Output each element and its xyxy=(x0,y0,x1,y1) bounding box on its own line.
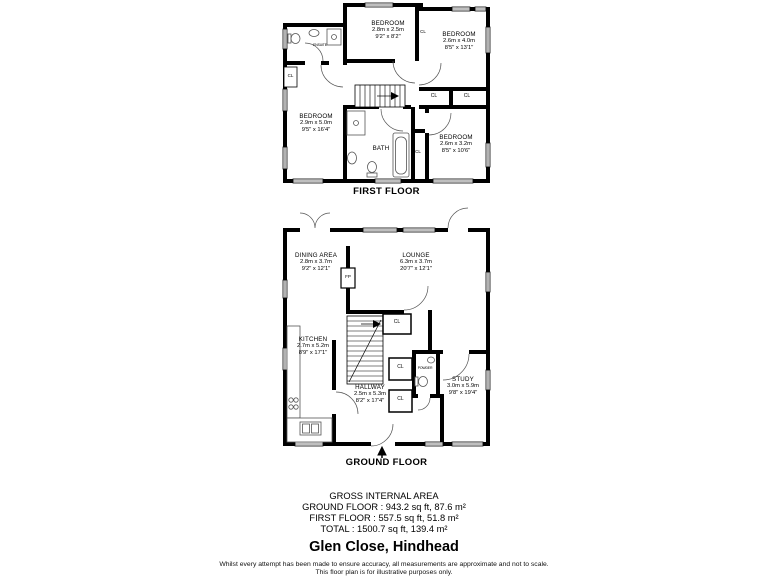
bath-sink-icon xyxy=(348,152,357,164)
room-size-imperial: 8'9" x 17'1" xyxy=(298,350,328,356)
closet-label: CL xyxy=(287,73,294,78)
powder-toilet-tank xyxy=(415,377,418,386)
room-size-metric: 2.6m x 4.0m xyxy=(443,38,475,44)
room-name: BEDROOM xyxy=(439,134,473,141)
room-size-imperial: 8'5" x 10'6" xyxy=(441,148,471,154)
room-size-imperial: 9'2" x 8'2" xyxy=(375,34,401,40)
room-name: BEDROOM xyxy=(299,113,333,120)
ensuite-sink-icon xyxy=(309,30,319,37)
room-label-bedroom-left xyxy=(286,113,346,134)
disclaimer-line-1: Whilst every attempt has been made to ensure accuracy, all measurements are approximate and not to scale. xyxy=(219,561,549,568)
ensuite-toilet-tank xyxy=(288,34,291,43)
room-name: BATH xyxy=(372,145,390,152)
first-floor-area: FIRST FLOOR : 557.5 sq ft, 51.8 m² xyxy=(309,513,459,523)
room-size-metric: 2.6m x 3.2m xyxy=(440,141,472,147)
room-size-imperial: 9'8" x 19'4" xyxy=(448,390,478,396)
closet-label: CL xyxy=(397,364,404,370)
summary-block xyxy=(0,491,768,577)
property-address: Glen Close, Hindhead xyxy=(309,539,459,555)
room-name: LOUNGE xyxy=(402,252,430,259)
hob-burner-icon xyxy=(294,405,298,409)
shower-head-icon xyxy=(332,35,337,40)
room-name: BEDROOM xyxy=(442,31,476,38)
shower-head-icon xyxy=(354,121,359,126)
powder-toilet-icon xyxy=(419,377,428,387)
room-label-bath xyxy=(359,145,403,152)
room-size-imperial: 8'2" x 17'4" xyxy=(355,398,385,404)
ground-floor-drawing xyxy=(283,208,490,458)
room-label-lounge xyxy=(386,252,446,273)
room-size-imperial: 20'7" x 12'1" xyxy=(400,266,432,272)
room-name: HALLWAY xyxy=(355,384,385,391)
closet-label: CL xyxy=(420,29,426,34)
room-label-powder: POWDER xyxy=(417,366,433,370)
room-size-metric: 3.0m x 5.9m xyxy=(447,383,479,389)
first-floor-title: FIRST FLOOR xyxy=(353,186,420,197)
room-size-metric: 2.8m x 2.5m xyxy=(372,27,404,33)
kitchen-sink-bowl xyxy=(312,424,319,433)
bath-toilet-tank xyxy=(367,173,377,177)
room-name: KITCHEN xyxy=(298,336,328,343)
room-size-metric: 2.7m x 5.2m xyxy=(297,343,329,349)
ground-floor-plan xyxy=(283,208,490,458)
room-name: STUDY xyxy=(452,376,474,383)
room-size-metric: 2.5m x 5.3m xyxy=(354,391,386,397)
hob-burner-icon xyxy=(289,398,293,402)
ground-floor-area: GROUND FLOOR : 943.2 sq ft, 87.6 m² xyxy=(302,502,466,512)
ensuite-toilet-icon xyxy=(291,34,300,44)
room-name: BEDROOM xyxy=(371,20,405,27)
staircase xyxy=(347,316,383,384)
room-label-bedroom-right xyxy=(431,31,487,52)
room-label-kitchen xyxy=(284,336,342,357)
room-label-ensuite: ENSUITE xyxy=(313,43,327,47)
closet-label: CL xyxy=(415,149,421,154)
bathtub-inner xyxy=(396,137,407,174)
room-name: DINING AREA xyxy=(294,252,338,259)
hob-burner-icon xyxy=(294,398,298,402)
room-label-study xyxy=(436,376,490,397)
closet-label: CL xyxy=(430,93,438,99)
gross-internal-area-heading: GROSS INTERNAL AREA xyxy=(329,491,439,501)
kitchen-sink-bowl xyxy=(303,424,310,433)
ground-floor-title: GROUND FLOOR xyxy=(345,457,428,468)
room-size-metric: 2.9m x 5.0m xyxy=(300,120,332,126)
disclaimer-line-2: This floor plan is for illustrative purposes only. xyxy=(315,568,453,576)
room-size-metric: 6.3m x 3.7m xyxy=(400,259,432,265)
room-size-imperial: 9'5" x 16'4" xyxy=(301,127,331,133)
staircase xyxy=(355,85,405,107)
closet-label: CL xyxy=(463,93,471,99)
room-size-imperial: 9'2" x 12'1" xyxy=(301,266,331,272)
first-floor-plan xyxy=(283,3,490,186)
powder-sink-icon xyxy=(428,357,435,363)
fireplace-label: FP xyxy=(345,274,351,279)
room-label-bedroom-back xyxy=(427,134,485,155)
room-size-imperial: 8'5" x 13'1" xyxy=(444,45,474,51)
room-label-bedroom-mid xyxy=(358,20,418,41)
closet-label: CL xyxy=(397,396,404,402)
bath-toilet-icon xyxy=(368,162,377,173)
closet-label: CL xyxy=(393,319,401,325)
total-area: TOTAL : 1500.7 sq ft, 139.4 m² xyxy=(320,524,448,534)
room-label-dining xyxy=(286,252,346,273)
disclaimer xyxy=(0,561,768,577)
room-size-metric: 2.8m x 3.7m xyxy=(300,259,332,265)
hob-burner-icon xyxy=(289,405,293,409)
